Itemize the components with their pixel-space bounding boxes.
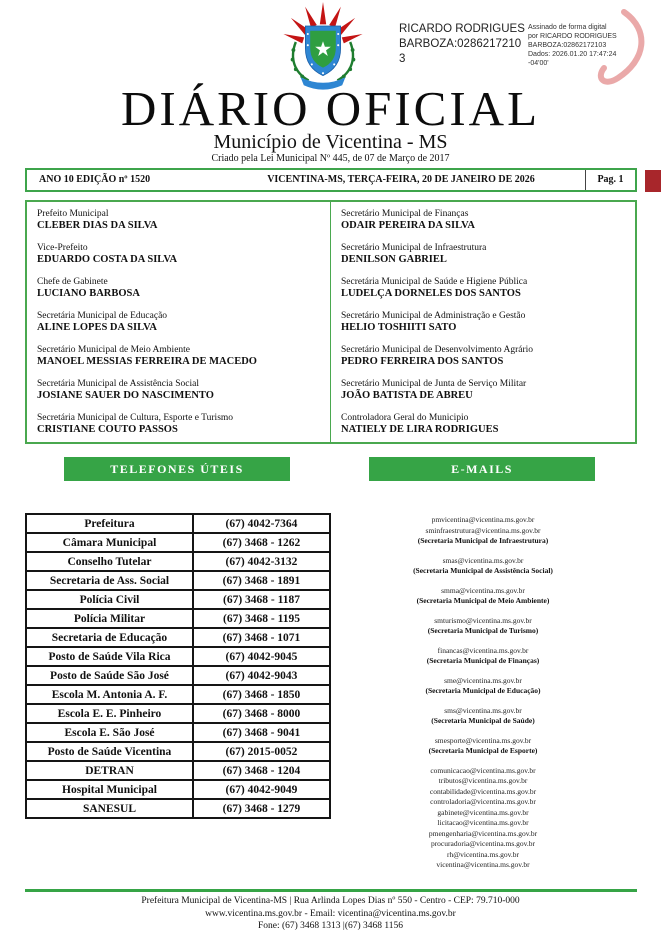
official-role: Secretária Municipal de Assistência Social — [37, 379, 199, 389]
email-line: controladoria@vicentina.ms.gov.br — [430, 797, 536, 806]
digital-signature-name: RICARDO RODRIGUES BARBOZA:02862172103 — [399, 23, 525, 65]
email-line: (Secretaria Municipal de Meio Ambiente) — [416, 596, 550, 605]
email-line: vicentina@vicentina.ms.gov.br — [436, 860, 530, 869]
phone-entity-cell: Escola E. E. Pinheiro — [26, 704, 193, 723]
email-line: sme@vicentina.ms.gov.br — [444, 675, 522, 685]
footer-divider — [25, 889, 637, 892]
officials-column-left — [27, 202, 331, 442]
footer — [0, 895, 661, 933]
table-row — [26, 704, 330, 723]
phone-number-cell: (67) 3468 - 1279 — [193, 799, 330, 818]
table-row — [26, 571, 330, 590]
crest-svg — [283, 2, 363, 90]
official-name: ODAIR PEREIRA DA SILVA — [341, 220, 475, 231]
official-name: HELIO TOSHIITI SATO — [341, 322, 457, 333]
phone-entity-cell: Secretaria de Ass. Social — [26, 571, 193, 590]
phone-number-cell: (67) 3468 - 8000 — [193, 704, 330, 723]
edition-bar — [25, 168, 637, 192]
phone-entity-cell: Conselho Tutelar — [26, 552, 193, 571]
email-line: pmvicentina@vicentina.ms.gov.br — [431, 515, 535, 524]
signature-detail-line: -04'00' — [528, 60, 549, 67]
phone-number-cell: (67) 4042-7364 — [193, 514, 330, 533]
table-row — [26, 628, 330, 647]
table-row — [26, 780, 330, 799]
official-entry — [341, 243, 625, 266]
phone-number-cell: (67) 3468 - 1891 — [193, 571, 330, 590]
official-entry — [37, 413, 320, 436]
signature-detail-line: Dados: 2026.01.20 17:47:24 — [528, 51, 617, 58]
official-role: Controladora Geral do Municipio — [341, 413, 469, 423]
email-line: licitacao@vicentina.ms.gov.br — [437, 818, 529, 827]
official-role: Secretário Municipal de Finanças — [341, 209, 469, 219]
phone-entity-cell: Escola M. Antonia A. F. — [26, 685, 193, 704]
digital-signature-details — [528, 23, 658, 68]
official-name: CRISTIANE COUTO PASSOS — [37, 424, 178, 435]
official-name: ALINE LOPES DA SILVA — [37, 322, 157, 333]
official-name: LUCIANO BARBOSA — [37, 288, 140, 299]
official-entry — [341, 277, 625, 300]
email-line: gabinete@vicentina.ms.gov.br — [437, 807, 529, 817]
official-entry — [341, 413, 625, 436]
phone-entity-cell: SANESUL — [26, 799, 193, 818]
edition-number: ANO 10 EDIÇÃO nº 1520 — [39, 174, 151, 185]
official-name: MANOEL MESSIAS FERREIRA DE MACEDO — [37, 356, 257, 367]
table-row — [26, 761, 330, 780]
official-name: JOSIANE SAUER DO NASCIMENTO — [37, 390, 214, 401]
phone-number-cell: (67) 3468 - 1262 — [193, 533, 330, 552]
footer-website-email: www.vicentina.ms.gov.br - Email: vicentina@vicentina.ms.gov.br — [205, 908, 456, 919]
phone-entity-cell: Secretaria de Educação — [26, 628, 193, 647]
official-entry — [341, 311, 625, 334]
official-role: Secretária Municipal de Educação — [37, 311, 168, 321]
phone-entity-cell: Polícia Militar — [26, 609, 193, 628]
phone-number-cell: (67) 3468 - 1187 — [193, 590, 330, 609]
email-line: tributos@vicentina.ms.gov.br — [438, 776, 528, 785]
page-title: DIÁRIO OFICIAL — [121, 81, 540, 136]
table-row — [26, 590, 330, 609]
official-name: CLEBER DIAS DA SILVA — [37, 220, 158, 231]
emails-list — [337, 515, 629, 871]
red-edge-mark — [645, 170, 661, 192]
official-name: EDUARDO COSTA DA SILVA — [37, 254, 178, 265]
official-role: Secretária Municipal de Saúde e Higiene Pública — [341, 277, 528, 287]
official-role: Secretário Municipal de Administração e Gestão — [341, 311, 526, 321]
table-row — [26, 647, 330, 666]
edition-date: VICENTINA-MS, TERÇA-FEIRA, 20 DE JANEIRO DE 2026 — [267, 174, 535, 185]
table-row — [26, 685, 330, 704]
table-row — [26, 533, 330, 552]
official-entry — [37, 243, 320, 266]
email-line: (Secretaria Municipal de Finanças) — [426, 656, 540, 665]
email-line: (Secretaria Municipal de Turismo) — [427, 626, 539, 635]
phone-number-cell: (67) 3468 - 1071 — [193, 628, 330, 647]
table-row — [26, 514, 330, 533]
official-entry — [37, 209, 320, 232]
official-entry — [341, 345, 625, 368]
official-name: PEDRO FERREIRA DOS SANTOS — [341, 356, 504, 367]
signature-detail-line: BARBOZA:02862172103 — [528, 42, 607, 49]
official-role: Vice-Prefeito — [37, 243, 88, 253]
official-role: Secretária Municipal de Cultura, Esporte e Turismo — [37, 413, 234, 423]
table-row — [26, 742, 330, 761]
phone-entity-cell: DETRAN — [26, 761, 193, 780]
official-role: Secretário Municipal de Infraestrutura — [341, 243, 487, 253]
email-line: sms@vicentina.ms.gov.br — [444, 705, 522, 715]
official-name: LUDELÇA DORNELES DOS SANTOS — [341, 288, 521, 299]
official-role: Chefe de Gabinete — [37, 277, 108, 287]
email-line: smesporte@vicentina.ms.gov.br — [434, 735, 532, 745]
officials-column-right — [331, 202, 635, 442]
official-role: Secretário Municipal de Desenvolvimento Agrário — [341, 345, 534, 355]
officials-box — [25, 200, 637, 444]
phone-number-cell: (67) 2015-0052 — [193, 742, 330, 761]
official-entry — [37, 345, 320, 368]
phone-entity-cell: Câmara Municipal — [26, 533, 193, 552]
email-line: smturismo@vicentina.ms.gov.br — [434, 615, 532, 625]
email-line: procuradoria@vicentina.ms.gov.br — [430, 839, 536, 848]
phone-number-cell: (67) 3468 - 1850 — [193, 685, 330, 704]
email-line: financas@vicentina.ms.gov.br — [437, 645, 529, 655]
official-role: Prefeito Municipal — [37, 209, 109, 219]
official-entry — [341, 379, 625, 402]
phone-number-cell: (67) 3468 - 9041 — [193, 723, 330, 742]
official-entry — [341, 209, 625, 232]
email-line: (Secretaria Municipal de Assistência Social) — [413, 566, 553, 575]
email-line: contabilidade@vicentina.ms.gov.br — [429, 786, 537, 796]
phone-entity-cell: Posto de Saúde Vicentina — [26, 742, 193, 761]
email-line: comunicacao@vicentina.ms.gov.br — [430, 765, 536, 775]
phone-number-cell: (67) 4042-9049 — [193, 780, 330, 799]
municipality-subtitle: Município de Vicentina - MS — [213, 131, 448, 153]
page-number: Pag. 1 — [585, 170, 635, 190]
table-row — [26, 723, 330, 742]
email-line: (Secretaria Municipal de Educação) — [425, 686, 541, 695]
creation-law-line: Criado pela Lei Municipal Nº 445, de 07 de Março de 2017 — [211, 153, 450, 164]
phone-entity-cell: Polícia Civil — [26, 590, 193, 609]
official-entry — [37, 311, 320, 334]
email-line: rh@vicentina.ms.gov.br — [446, 849, 520, 859]
signature-detail-line: Assinado de forma digital — [528, 24, 607, 31]
footer-phones: Fone: (67) 3468 1313 |(67) 3468 1156 — [257, 921, 404, 931]
email-line: (Secretaria Municipal de Saúde) — [431, 716, 535, 725]
official-role: Secretário Municipal de Meio Ambiente — [37, 345, 191, 355]
phone-number-cell: (67) 3468 - 1195 — [193, 609, 330, 628]
phones-table — [25, 513, 331, 819]
phone-number-cell: (67) 4042-9043 — [193, 666, 330, 685]
email-line: smma@vicentina.ms.gov.br — [441, 585, 525, 595]
table-row — [26, 552, 330, 571]
emails-section-header: E-MAILS — [369, 457, 595, 481]
official-entry — [37, 379, 320, 402]
phones-section-header: TELEFONES ÚTEIS — [64, 457, 290, 481]
signature-detail-line: por RICARDO RODRIGUES — [528, 33, 617, 40]
phone-entity-cell: Posto de Saúde São José — [26, 666, 193, 685]
email-line: smas@vicentina.ms.gov.br — [442, 555, 524, 565]
official-role: Secretário Municipal de Junta de Serviço Militar — [341, 379, 527, 389]
phone-entity-cell: Posto de Saúde Vila Rica — [26, 647, 193, 666]
official-entry — [37, 277, 320, 300]
official-name: JOÃO BATISTA DE ABREU — [341, 390, 473, 401]
phone-number-cell: (67) 4042-3132 — [193, 552, 330, 571]
phones-table-body — [26, 514, 330, 818]
official-name: NATIELY DE LIRA RODRIGUES — [341, 424, 499, 435]
footer-address: Prefeitura Municipal de Vicentina-MS | Rua Arlinda Lopes Dias nº 550 - Centro - CEP: 79.710-000 — [141, 896, 520, 906]
phone-number-cell: (67) 4042-9045 — [193, 647, 330, 666]
phone-number-cell: (67) 3468 - 1204 — [193, 761, 330, 780]
email-line: pmengenharia@vicentina.ms.gov.br — [428, 828, 538, 838]
official-name: DENILSON GABRIEL — [341, 254, 447, 265]
phone-entity-cell: Escola E. São José — [26, 723, 193, 742]
email-line: (Secretaria Municipal de Esporte) — [428, 746, 538, 755]
email-line: (Secretaria Municipal de Infraestrutura) — [417, 536, 549, 545]
email-line: sminfraestrutura@vicentina.ms.gov.br — [425, 525, 541, 535]
phone-entity-cell: Prefeitura — [26, 514, 193, 533]
phone-entity-cell: Hospital Municipal — [26, 780, 193, 799]
table-row — [26, 609, 330, 628]
table-row — [26, 799, 330, 818]
table-row — [26, 666, 330, 685]
